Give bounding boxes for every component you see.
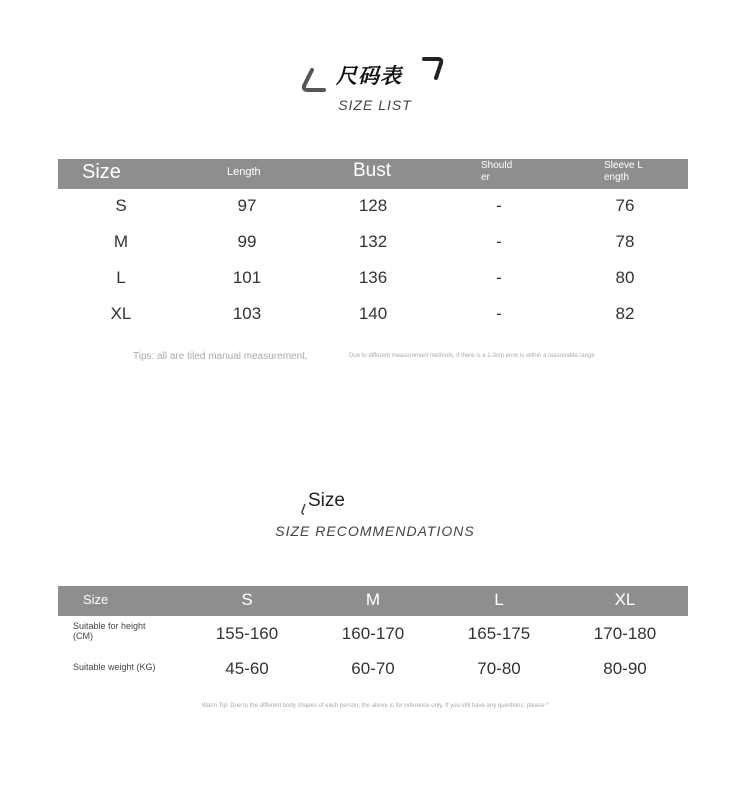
cell-weight-s: 45-60 bbox=[225, 659, 269, 678]
cell-height-m: 160-170 bbox=[341, 624, 405, 643]
cell-sleeve: 80 bbox=[615, 268, 635, 287]
table-row bbox=[58, 616, 688, 652]
cell-size: L bbox=[116, 268, 126, 287]
cell-height-xl: 170-180 bbox=[593, 624, 657, 643]
cell-bust: 140 bbox=[358, 304, 388, 323]
cell-length: 101 bbox=[232, 268, 262, 287]
header-s: S bbox=[241, 590, 253, 609]
cell-shoulder: - bbox=[496, 196, 502, 215]
cell-weight-m: 60-70 bbox=[351, 659, 395, 678]
table-row bbox=[58, 297, 688, 333]
cell-shoulder: - bbox=[496, 232, 502, 251]
table-row bbox=[58, 261, 688, 297]
size-recommendations-subtitle: SIZE RECOMMENDATIONS bbox=[275, 523, 475, 539]
cell-length: 103 bbox=[232, 304, 262, 323]
measurement-tip-detail: Due to different measurement methods, if there is a 1-3cm error is within a reasonable range bbox=[349, 353, 595, 359]
size-list-subtitle: SIZE LIST bbox=[338, 97, 412, 113]
cell-shoulder: - bbox=[496, 268, 502, 287]
table-row bbox=[58, 189, 688, 225]
cell-length: 97 bbox=[237, 196, 257, 215]
recommendation-table-header bbox=[58, 586, 688, 616]
cell-shoulder: - bbox=[496, 304, 502, 323]
cell-weight-xl: 80-90 bbox=[603, 659, 647, 678]
row-label-weight: Suitable weight (KG) bbox=[73, 662, 156, 672]
right-bracket-icon bbox=[420, 54, 448, 82]
cell-height-l: 165-175 bbox=[467, 624, 531, 643]
cell-weight-l: 70-80 bbox=[477, 659, 521, 678]
bracket-mark-icon bbox=[300, 502, 308, 516]
cell-size: XL bbox=[110, 304, 132, 323]
size-list-title bbox=[300, 52, 450, 96]
header-length: Length bbox=[227, 166, 261, 178]
size-recommendations-title-text: Size bbox=[308, 490, 345, 511]
header-xl: XL bbox=[614, 590, 636, 609]
cell-sleeve: 78 bbox=[615, 232, 635, 251]
cell-bust: 132 bbox=[358, 232, 388, 251]
cell-sleeve: 82 bbox=[615, 304, 635, 323]
cell-height-s: 155-160 bbox=[215, 624, 279, 643]
size-recommendations-title bbox=[300, 490, 345, 512]
cell-bust: 128 bbox=[358, 196, 388, 215]
warm-tip: Warm Tip: Due to the different body shapes of each person, the above is for reference only. If you still have any questions, please * bbox=[201, 703, 549, 709]
left-bracket-icon bbox=[300, 66, 330, 92]
cell-size: M bbox=[113, 232, 129, 251]
header-m: M bbox=[365, 590, 381, 609]
cell-length: 99 bbox=[237, 232, 257, 251]
header-size: Size bbox=[82, 161, 121, 183]
header-sleeve-length: Sleeve L ength bbox=[604, 160, 643, 183]
measurement-tip: Tips: all are tiled manual measurement, bbox=[133, 351, 308, 362]
cell-size: S bbox=[115, 196, 127, 215]
table-row bbox=[58, 225, 688, 261]
header-bust: Bust bbox=[353, 160, 392, 181]
size-list-title-cn: 尺码表 bbox=[336, 64, 402, 88]
cell-sleeve: 76 bbox=[615, 196, 635, 215]
header-l: L bbox=[494, 590, 504, 609]
header-size: Size bbox=[83, 592, 109, 607]
row-label-height: Suitable for height (CM) bbox=[73, 621, 146, 641]
cell-bust: 136 bbox=[358, 268, 388, 287]
header-shoulder: Should er bbox=[481, 160, 513, 183]
table-row bbox=[58, 651, 688, 687]
size-table-header bbox=[58, 159, 688, 189]
